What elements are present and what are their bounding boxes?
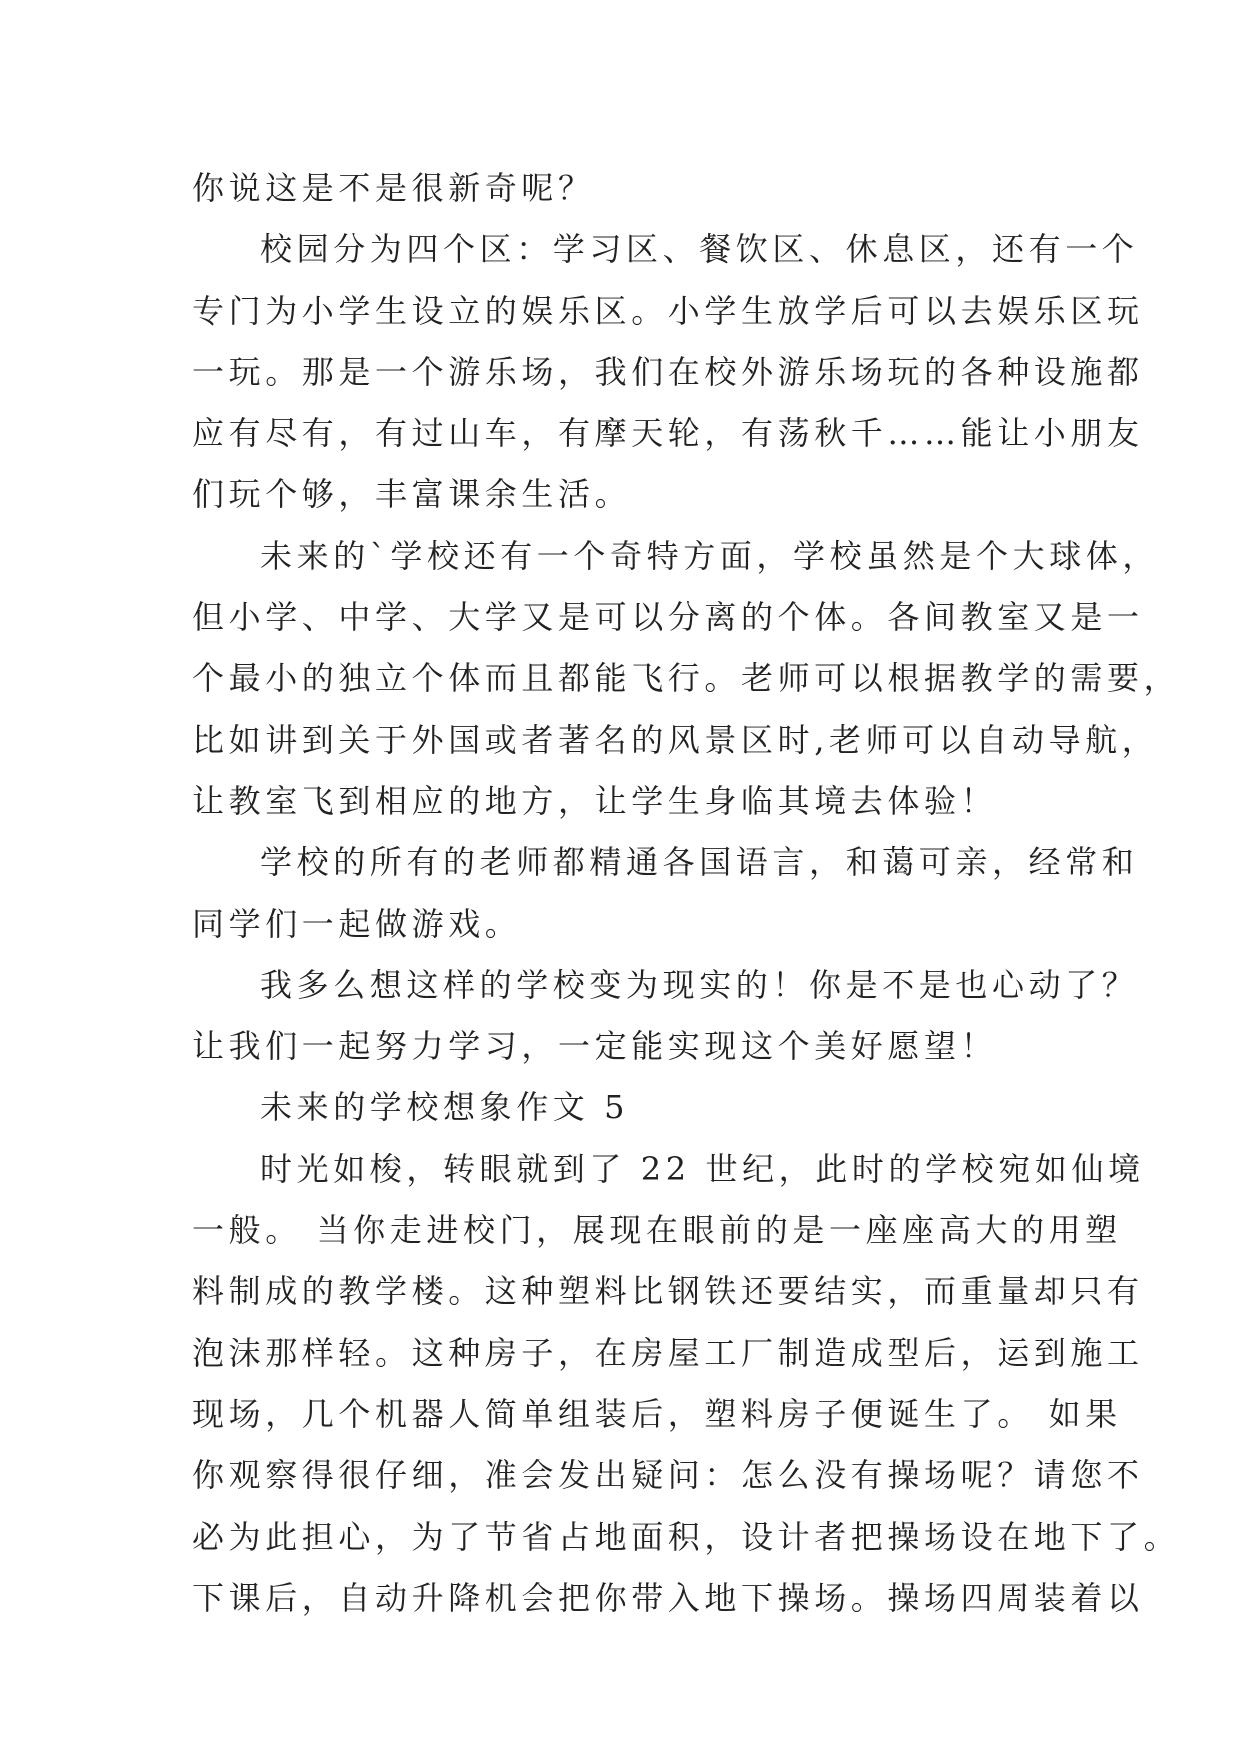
text-line: 我多么想这样的学校变为现实的！你是不是也心动了？ xyxy=(260,965,1139,1004)
text-line: 学校的所有的老师都精通各国语言，和蔼可亲，经常和 xyxy=(260,843,1139,882)
text-line: 泡沫那样轻。这种房子，在房屋工厂制造成型后，运到施工 xyxy=(192,1333,1144,1372)
section-heading: 未来的学校想象作文 5 xyxy=(260,1088,630,1127)
text-line: 未来的`学校还有一个奇特方面，学校虽然是个大球体， xyxy=(260,536,1160,575)
text-line: 一般。 当你走进校门，展现在眼前的是一座座高大的用塑 xyxy=(192,1211,1122,1250)
text-line: 现场，几个机器人简单组装后，塑料房子便诞生了。 如果 xyxy=(192,1394,1122,1433)
text-line: 料制成的教学楼。这种塑料比钢铁还要结实，而重量却只有 xyxy=(192,1272,1144,1311)
text-line: 让我们一起努力学习，一定能实现这个美好愿望！ xyxy=(192,1027,998,1066)
text-line: 们玩个够，丰富课余生活。 xyxy=(192,475,632,514)
text-line: 比如讲到关于外国或者著名的风景区时,老师可以自动导航， xyxy=(192,720,1159,759)
text-line: 但小学、中学、大学又是可以分离的个体。各间教室又是一 xyxy=(192,598,1144,637)
text-line: 你观察得很仔细，准会发出疑问：怎么没有操场呢？请您不 xyxy=(192,1456,1144,1495)
body-text xyxy=(192,158,1181,1629)
text-line: 同学们一起做游戏。 xyxy=(192,904,522,943)
text-line: 一玩。那是一个游乐场，我们在校外游乐场玩的各种设施都 xyxy=(192,352,1144,391)
text-line: 专门为小学生设立的娱乐区。小学生放学后可以去娱乐区玩 xyxy=(192,291,1144,330)
text-line: 时光如梭，转眼就到了 22 世纪，此时的学校宛如仙境 xyxy=(260,1149,1145,1188)
text-line: 应有尽有，有过山车，有摩天轮，有荡秋千……能让小朋友 xyxy=(192,414,1144,453)
text-line: 你说这是不是很新奇呢？ xyxy=(192,169,595,207)
text-line: 让教室飞到相应的地方，让学生身临其境去体验！ xyxy=(192,781,998,820)
text-line: 必为此担心，为了节省占地面积，设计者把操场设在地下了。 xyxy=(192,1517,1181,1556)
text-line: 校园分为四个区：学习区、餐饮区、休息区，还有一个 xyxy=(260,230,1139,269)
text-line: 个最小的独立个体而且都能飞行。老师可以根据教学的需要， xyxy=(192,659,1181,698)
text-line: 下课后，自动升降机会把你带入地下操场。操场四周装着以 xyxy=(192,1578,1144,1617)
